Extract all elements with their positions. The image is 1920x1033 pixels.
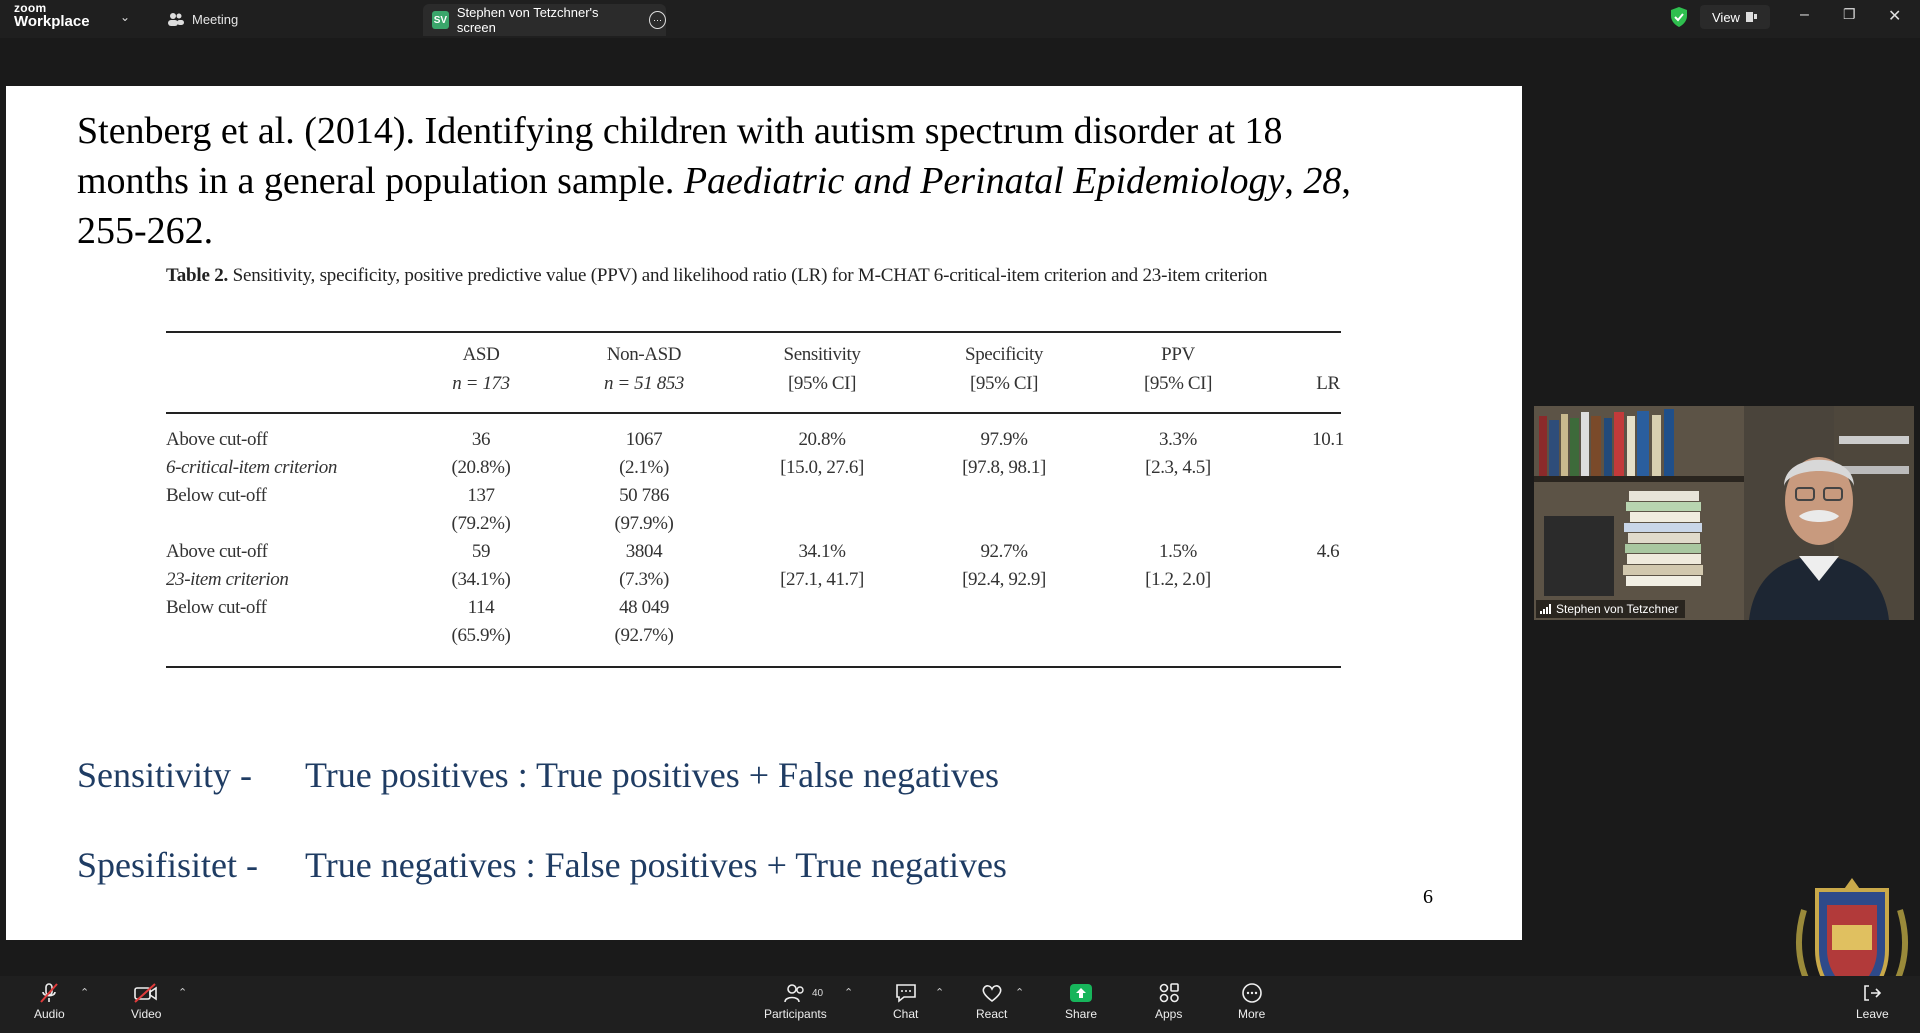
table-cell: [15.0, 27.6] bbox=[780, 457, 864, 478]
restore-icon[interactable]: ❐ bbox=[1843, 6, 1856, 22]
table-cell: (92.7%) bbox=[614, 625, 674, 646]
audio-options-chevron-icon[interactable]: ⌃ bbox=[80, 987, 90, 999]
table-cell: (65.9%) bbox=[451, 625, 511, 646]
table-cell: 3.3% bbox=[1159, 429, 1197, 450]
table-label: Table 2. bbox=[166, 265, 229, 286]
specificity-definition bbox=[77, 844, 1007, 886]
table-caption bbox=[166, 262, 1341, 289]
table-cell: 3804 bbox=[625, 541, 663, 562]
citation-line-3: 255-262. bbox=[77, 210, 214, 252]
more-icon bbox=[1240, 982, 1264, 1004]
table-cell: [92.4, 92.9] bbox=[962, 569, 1046, 590]
close-icon[interactable]: ✕ bbox=[1888, 8, 1902, 25]
table-cell: (20.8%) bbox=[451, 457, 511, 478]
table-cell: 34.1% bbox=[798, 541, 846, 562]
meeting-toolbar bbox=[0, 976, 1920, 1033]
apps-icon bbox=[1157, 982, 1181, 1004]
table-cell: 1067 bbox=[625, 429, 663, 450]
table-header-top: Sensitivity bbox=[783, 344, 861, 365]
table-cell: [1.2, 2.0] bbox=[1145, 569, 1211, 590]
table-header-bottom: [95% CI] bbox=[969, 373, 1039, 394]
table-cell: 137 bbox=[467, 485, 495, 506]
citation-separator: , bbox=[1284, 160, 1304, 202]
table-row-label: Below cut-off bbox=[166, 597, 267, 618]
view-label: View bbox=[1712, 9, 1740, 25]
table-header-bottom: [95% CI] bbox=[787, 373, 857, 394]
table-header-bottom: n = 173 bbox=[452, 373, 510, 394]
citation-text: months in a general population sample. bbox=[77, 160, 684, 202]
more-label: More bbox=[1238, 1007, 1266, 1021]
table-row-label: 6-critical-item criterion bbox=[166, 457, 337, 478]
participants-label: Participants bbox=[764, 1007, 827, 1021]
sensitivity-term: Sensitivity - bbox=[77, 755, 253, 795]
shared-slide bbox=[6, 86, 1522, 940]
citation-journal: Paediatric and Perinatal Epidemiology bbox=[683, 160, 1285, 202]
people-icon bbox=[168, 12, 184, 26]
zoom-logo bbox=[14, 2, 90, 29]
title-bar bbox=[0, 0, 1920, 38]
participants-icon bbox=[783, 982, 807, 1004]
table-cell: (7.3%) bbox=[619, 569, 669, 590]
video-off-icon bbox=[133, 982, 159, 1004]
heart-icon bbox=[980, 982, 1004, 1004]
table-cell: 1.5% bbox=[1159, 541, 1197, 562]
video-options-chevron-icon[interactable]: ⌃ bbox=[178, 987, 188, 999]
video-feed-image bbox=[1534, 406, 1914, 620]
table-caption-text: Sensitivity, specificity, positive predictive value (PPV) and likelihood ratio (LR) for M-CHAT 6-critical-item criterion and 23-item criterion bbox=[228, 265, 1268, 286]
table-row-label: Above cut-off bbox=[166, 429, 268, 450]
table-row-label: Below cut-off bbox=[166, 485, 267, 506]
audio-label: Audio bbox=[34, 1007, 65, 1021]
table-top-rule bbox=[166, 331, 1341, 333]
logo-zoom-text: zoom bbox=[14, 1, 47, 15]
share-screen-icon bbox=[1068, 982, 1094, 1004]
chevron-down-icon[interactable]: ⌄ bbox=[120, 10, 131, 24]
table-header-top: Non-ASD bbox=[606, 344, 682, 365]
chat-button[interactable] bbox=[893, 982, 918, 1021]
citation bbox=[77, 106, 1497, 256]
screen-tab-label: Stephen von Tetzchner's screen bbox=[456, 5, 599, 35]
apps-button[interactable] bbox=[1155, 982, 1182, 1021]
chat-icon bbox=[894, 982, 918, 1004]
table-header-bottom: n = 51 853 bbox=[603, 373, 685, 394]
meeting-tab-label: Meeting bbox=[192, 11, 239, 27]
table-cell: 36 bbox=[471, 429, 491, 450]
table-cell: 114 bbox=[467, 597, 495, 618]
table-bottom-rule bbox=[166, 666, 1341, 668]
table-cell: 10.1 bbox=[1312, 429, 1344, 450]
table-cell: (34.1%) bbox=[451, 569, 511, 590]
shield-icon[interactable] bbox=[1670, 6, 1688, 28]
citation-line-1: Stenberg et al. (2014). Identifying children with autism spectrum disorder at 18 bbox=[77, 110, 1283, 152]
sensitivity-definition bbox=[77, 754, 999, 796]
table-header-top: PPV bbox=[1161, 344, 1195, 365]
citation-tail: , bbox=[1341, 160, 1351, 202]
table-cell: (79.2%) bbox=[451, 513, 511, 534]
apps-label: Apps bbox=[1155, 1007, 1183, 1021]
share-button[interactable] bbox=[1065, 982, 1097, 1021]
table-cell: 48 049 bbox=[619, 597, 669, 618]
table-cell: (97.9%) bbox=[614, 513, 674, 534]
participant-count: 40 bbox=[812, 988, 824, 999]
participant-name-tag bbox=[1536, 600, 1685, 618]
table-header-rule bbox=[166, 412, 1341, 414]
leave-icon bbox=[1861, 982, 1883, 1004]
table-header-top: ASD bbox=[462, 344, 500, 365]
share-label: Share bbox=[1065, 1007, 1098, 1021]
participant-name: Stephen von Tetzchner bbox=[1556, 602, 1679, 616]
signal-strength-icon bbox=[1540, 604, 1552, 614]
react-button[interactable] bbox=[976, 982, 1007, 1021]
table-header-top: Specificity bbox=[965, 344, 1043, 365]
table-cell: [97.8, 98.1] bbox=[962, 457, 1046, 478]
participant-video[interactable] bbox=[1534, 406, 1914, 620]
view-layout-icon bbox=[1746, 11, 1758, 23]
table-cell: 50 786 bbox=[619, 485, 669, 506]
more-button[interactable] bbox=[1238, 982, 1265, 1021]
audio-button[interactable] bbox=[34, 982, 65, 1021]
more-options-icon[interactable]: ··· bbox=[649, 11, 666, 29]
specificity-term: Spesifisitet - bbox=[77, 845, 258, 885]
video-button[interactable] bbox=[131, 982, 161, 1021]
table-cell: 59 bbox=[471, 541, 491, 562]
table-cell: (2.1%) bbox=[619, 457, 669, 478]
meeting-tab[interactable] bbox=[168, 8, 238, 30]
leave-label: Leave bbox=[1856, 1007, 1889, 1021]
table-row-label: Above cut-off bbox=[166, 541, 268, 562]
video-label: Video bbox=[131, 1007, 162, 1021]
chat-label: Chat bbox=[893, 1007, 919, 1021]
table-row-label: 23-item criterion bbox=[166, 569, 289, 590]
logo-workplace-text: Workplace bbox=[14, 13, 90, 30]
leave-button[interactable] bbox=[1856, 982, 1889, 1021]
microphone-muted-icon bbox=[38, 982, 60, 1004]
table-cell: 20.8% bbox=[798, 429, 846, 450]
table-cell: [2.3, 4.5] bbox=[1145, 457, 1211, 478]
table-cell: 4.6 bbox=[1316, 541, 1340, 562]
citation-volume: 28 bbox=[1303, 160, 1342, 202]
participants-options-chevron-icon[interactable]: ⌃ bbox=[844, 987, 854, 999]
table-header-bottom: [95% CI] bbox=[1143, 373, 1213, 394]
slide-page-number: 6 bbox=[1423, 886, 1433, 908]
react-options-chevron-icon[interactable]: ⌃ bbox=[1015, 987, 1025, 999]
table-cell: 92.7% bbox=[980, 541, 1028, 562]
presenter-avatar: SV bbox=[432, 11, 449, 29]
specificity-formula: True negatives : False positives + True negatives bbox=[305, 845, 1007, 885]
citation-line-2 bbox=[77, 156, 1497, 206]
view-button[interactable] bbox=[1700, 5, 1770, 29]
react-label: React bbox=[976, 1007, 1008, 1021]
minimize-icon[interactable]: – bbox=[1800, 6, 1809, 23]
screen-share-tab[interactable] bbox=[423, 4, 666, 36]
sensitivity-formula: True positives : True positives + False negatives bbox=[305, 755, 999, 795]
table-cell: 97.9% bbox=[980, 429, 1028, 450]
chat-options-chevron-icon[interactable]: ⌃ bbox=[935, 987, 945, 999]
table-header-bottom: LR bbox=[1316, 373, 1340, 394]
table-cell: [27.1, 41.7] bbox=[780, 569, 864, 590]
